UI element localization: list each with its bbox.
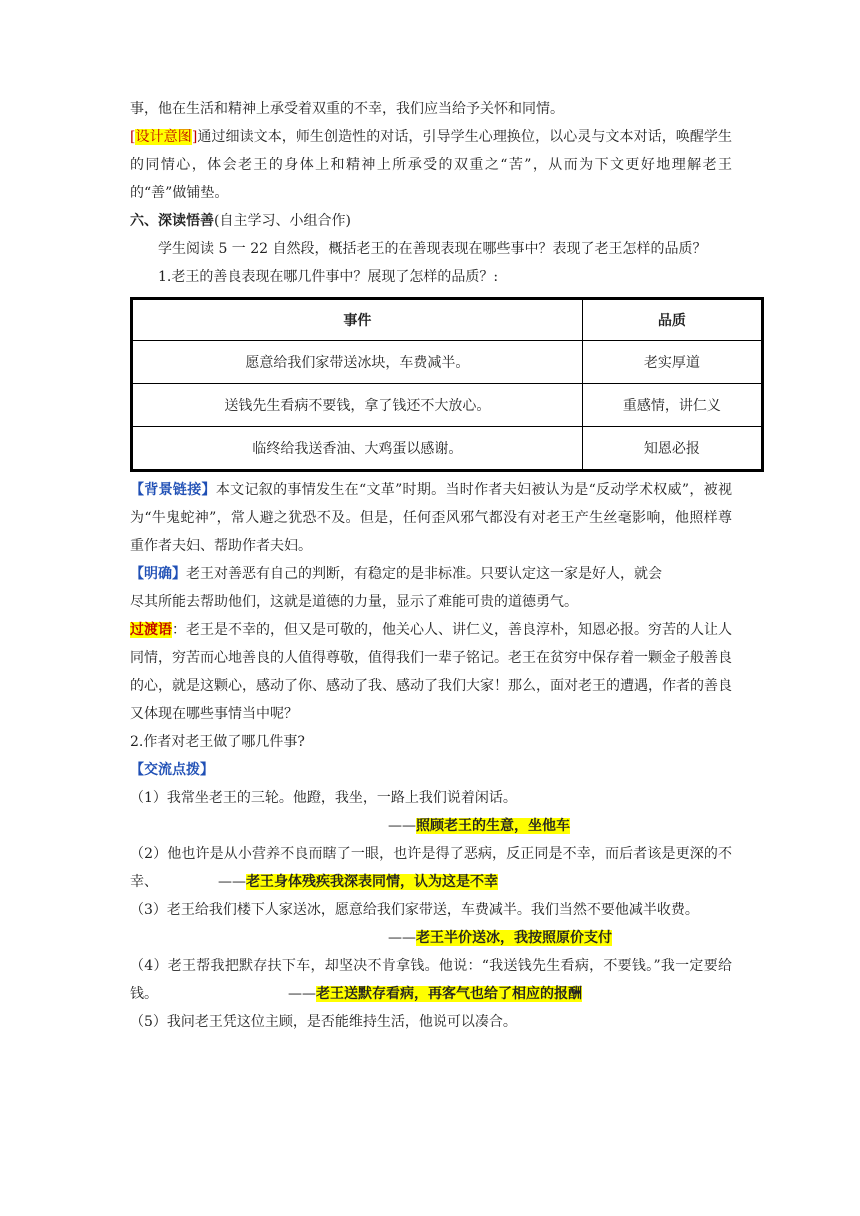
design-open-bracket: [ xyxy=(130,129,136,145)
table-row xyxy=(132,427,763,471)
design-close-bracket: ] xyxy=(191,129,198,145)
background-text: 本文记叙的事情发生在“文革”时期。当时作者夫妇被认为是“反动学术权威”，被视为“牛鬼蛇神”，常人避之犹恐不及。但是，任何歪风邪气都没有对老王产生丝毫影响，他照样尊重作者夫妇、帮助作者夫妇。 xyxy=(130,482,732,554)
table-cell-quality: 重感情，讲仁义 xyxy=(582,384,762,427)
section-6-heading xyxy=(130,207,732,235)
table-row xyxy=(132,384,763,427)
item-2-text: （2）他也许是从小营养不良而瞎了一眼，也许是得了恶病，反正同是不幸，而后者该是更深的不幸、 xyxy=(130,846,732,890)
item-1-dash: —— xyxy=(388,818,416,834)
intro-paragraph: 事，他在生活和精神上承受着双重的不幸，我们应当给予关怀和同情。 xyxy=(130,101,564,117)
item-1: （1）我常坐老王的三轮。他蹬，我坐，一路上我们说着闲话。 xyxy=(130,790,517,806)
table-cell-event: 送钱先生看病不要钱，拿了钱还不大放心。 xyxy=(132,384,583,427)
exchange-label: 【交流点拨】 xyxy=(130,762,214,778)
table-cell-event: 愿意给我们家带送冰块，车费减半。 xyxy=(132,341,583,384)
table-cell-quality: 知恩必报 xyxy=(582,427,762,471)
item-1-note-line xyxy=(130,812,732,840)
reading-task: 学生阅读 5 一 22 自然段，概括老王的在善现表现在哪些事中？表现了老王怎样的品质？ xyxy=(158,241,707,257)
item-2-note-wrap xyxy=(218,868,498,896)
item-3-dash: —— xyxy=(388,930,416,946)
table-row xyxy=(132,341,763,384)
item-2-note: 老王身体残疾我深表同情，认为这是不幸 xyxy=(246,874,498,890)
table-cell-quality: 老实厚道 xyxy=(582,341,762,384)
document-page xyxy=(130,95,732,1036)
section-6-title: 六、深读悟善 xyxy=(130,213,214,229)
clarify-paragraph-line1 xyxy=(130,560,732,588)
item-3-note: 老王半价送冰，我按照原价支付 xyxy=(416,930,612,946)
transition-paragraph xyxy=(130,616,732,728)
clarify-text-line2: 尽其所能去帮助他们，这就是道德的力量，显示了难能可贵的道德勇气。 xyxy=(130,594,578,610)
item-3: （3）老王给我们楼下人家送冰，愿意给我们家带送，车费减半。我们当然不要他减半收费。 xyxy=(130,902,699,918)
question-2: 2.作者对老王做了哪几件事? xyxy=(130,734,305,750)
design-intent-text: 通过细读文本，师生创造性的对话，引导学生心理换位，以心灵与文本对话，唤醒学生的同情心，体会老王的身体上和精神上所承受的双重之“苦”，从而为下文更好地理解老王的“善”做铺垫。 xyxy=(130,129,733,201)
transition-text: ：老王是不幸的，但又是可敬的，他关心人、讲仁义，善良淳朴，知恩必报。穷苦的人让人同情，穷苦而心地善良的人值得尊敬，值得我们一辈子铭记。老王在贫穷中保存着一颗金子般善良的心，就是这颗心，感动了你、感动了我、感动了我们大家！那么，面对老王的遭遇，作者的善良又体现在哪些事情当中呢？ xyxy=(130,622,732,722)
item-4-note: 老王送默存看病，再客气也给了相应的报酬 xyxy=(316,986,582,1002)
design-intent-paragraph xyxy=(130,123,732,207)
item-2 xyxy=(130,840,732,896)
item-4-dash: —— xyxy=(288,986,316,1002)
design-intent-label: 设计意图 xyxy=(135,129,192,145)
item-5: （5）我问老王凭这位主顾，是否能维持生活，他说可以凑合。 xyxy=(130,1014,517,1030)
table-cell-event: 临终给我送香油、大鸡蛋以感谢。 xyxy=(132,427,583,471)
item-4-note-wrap xyxy=(288,980,582,1008)
table-header-quality: 品质 xyxy=(582,299,762,341)
section-6-paren: (自主学习、小组合作) xyxy=(214,213,351,229)
clarify-label: 【明确】 xyxy=(130,566,186,582)
background-paragraph xyxy=(130,476,732,560)
item-4-text: （4）老王帮我把默存扶下车，却坚决不肯拿钱。他说：“我送钱先生看病，不要钱。”我一定要给钱。 xyxy=(130,958,732,1002)
item-4 xyxy=(130,952,732,1008)
background-label: 【背景链接】 xyxy=(130,482,216,498)
question-1: 1.老王的善良表现在哪几件事中？展现了怎样的品质？: xyxy=(158,269,499,285)
clarify-text-line1: 老王对善恶有自己的判断，有稳定的是非标准。只要认定这一家是好人，就会 xyxy=(186,566,662,582)
exchange-heading xyxy=(130,756,732,784)
item-3-note-line xyxy=(130,924,732,952)
table-header-row xyxy=(132,299,763,341)
qualities-table xyxy=(130,297,764,472)
table-header-event: 事件 xyxy=(132,299,583,341)
transition-label: 过渡语 xyxy=(130,622,172,638)
item-1-note: 照顾老王的生意，坐他车 xyxy=(416,818,570,834)
item-2-dash: —— xyxy=(218,874,246,890)
